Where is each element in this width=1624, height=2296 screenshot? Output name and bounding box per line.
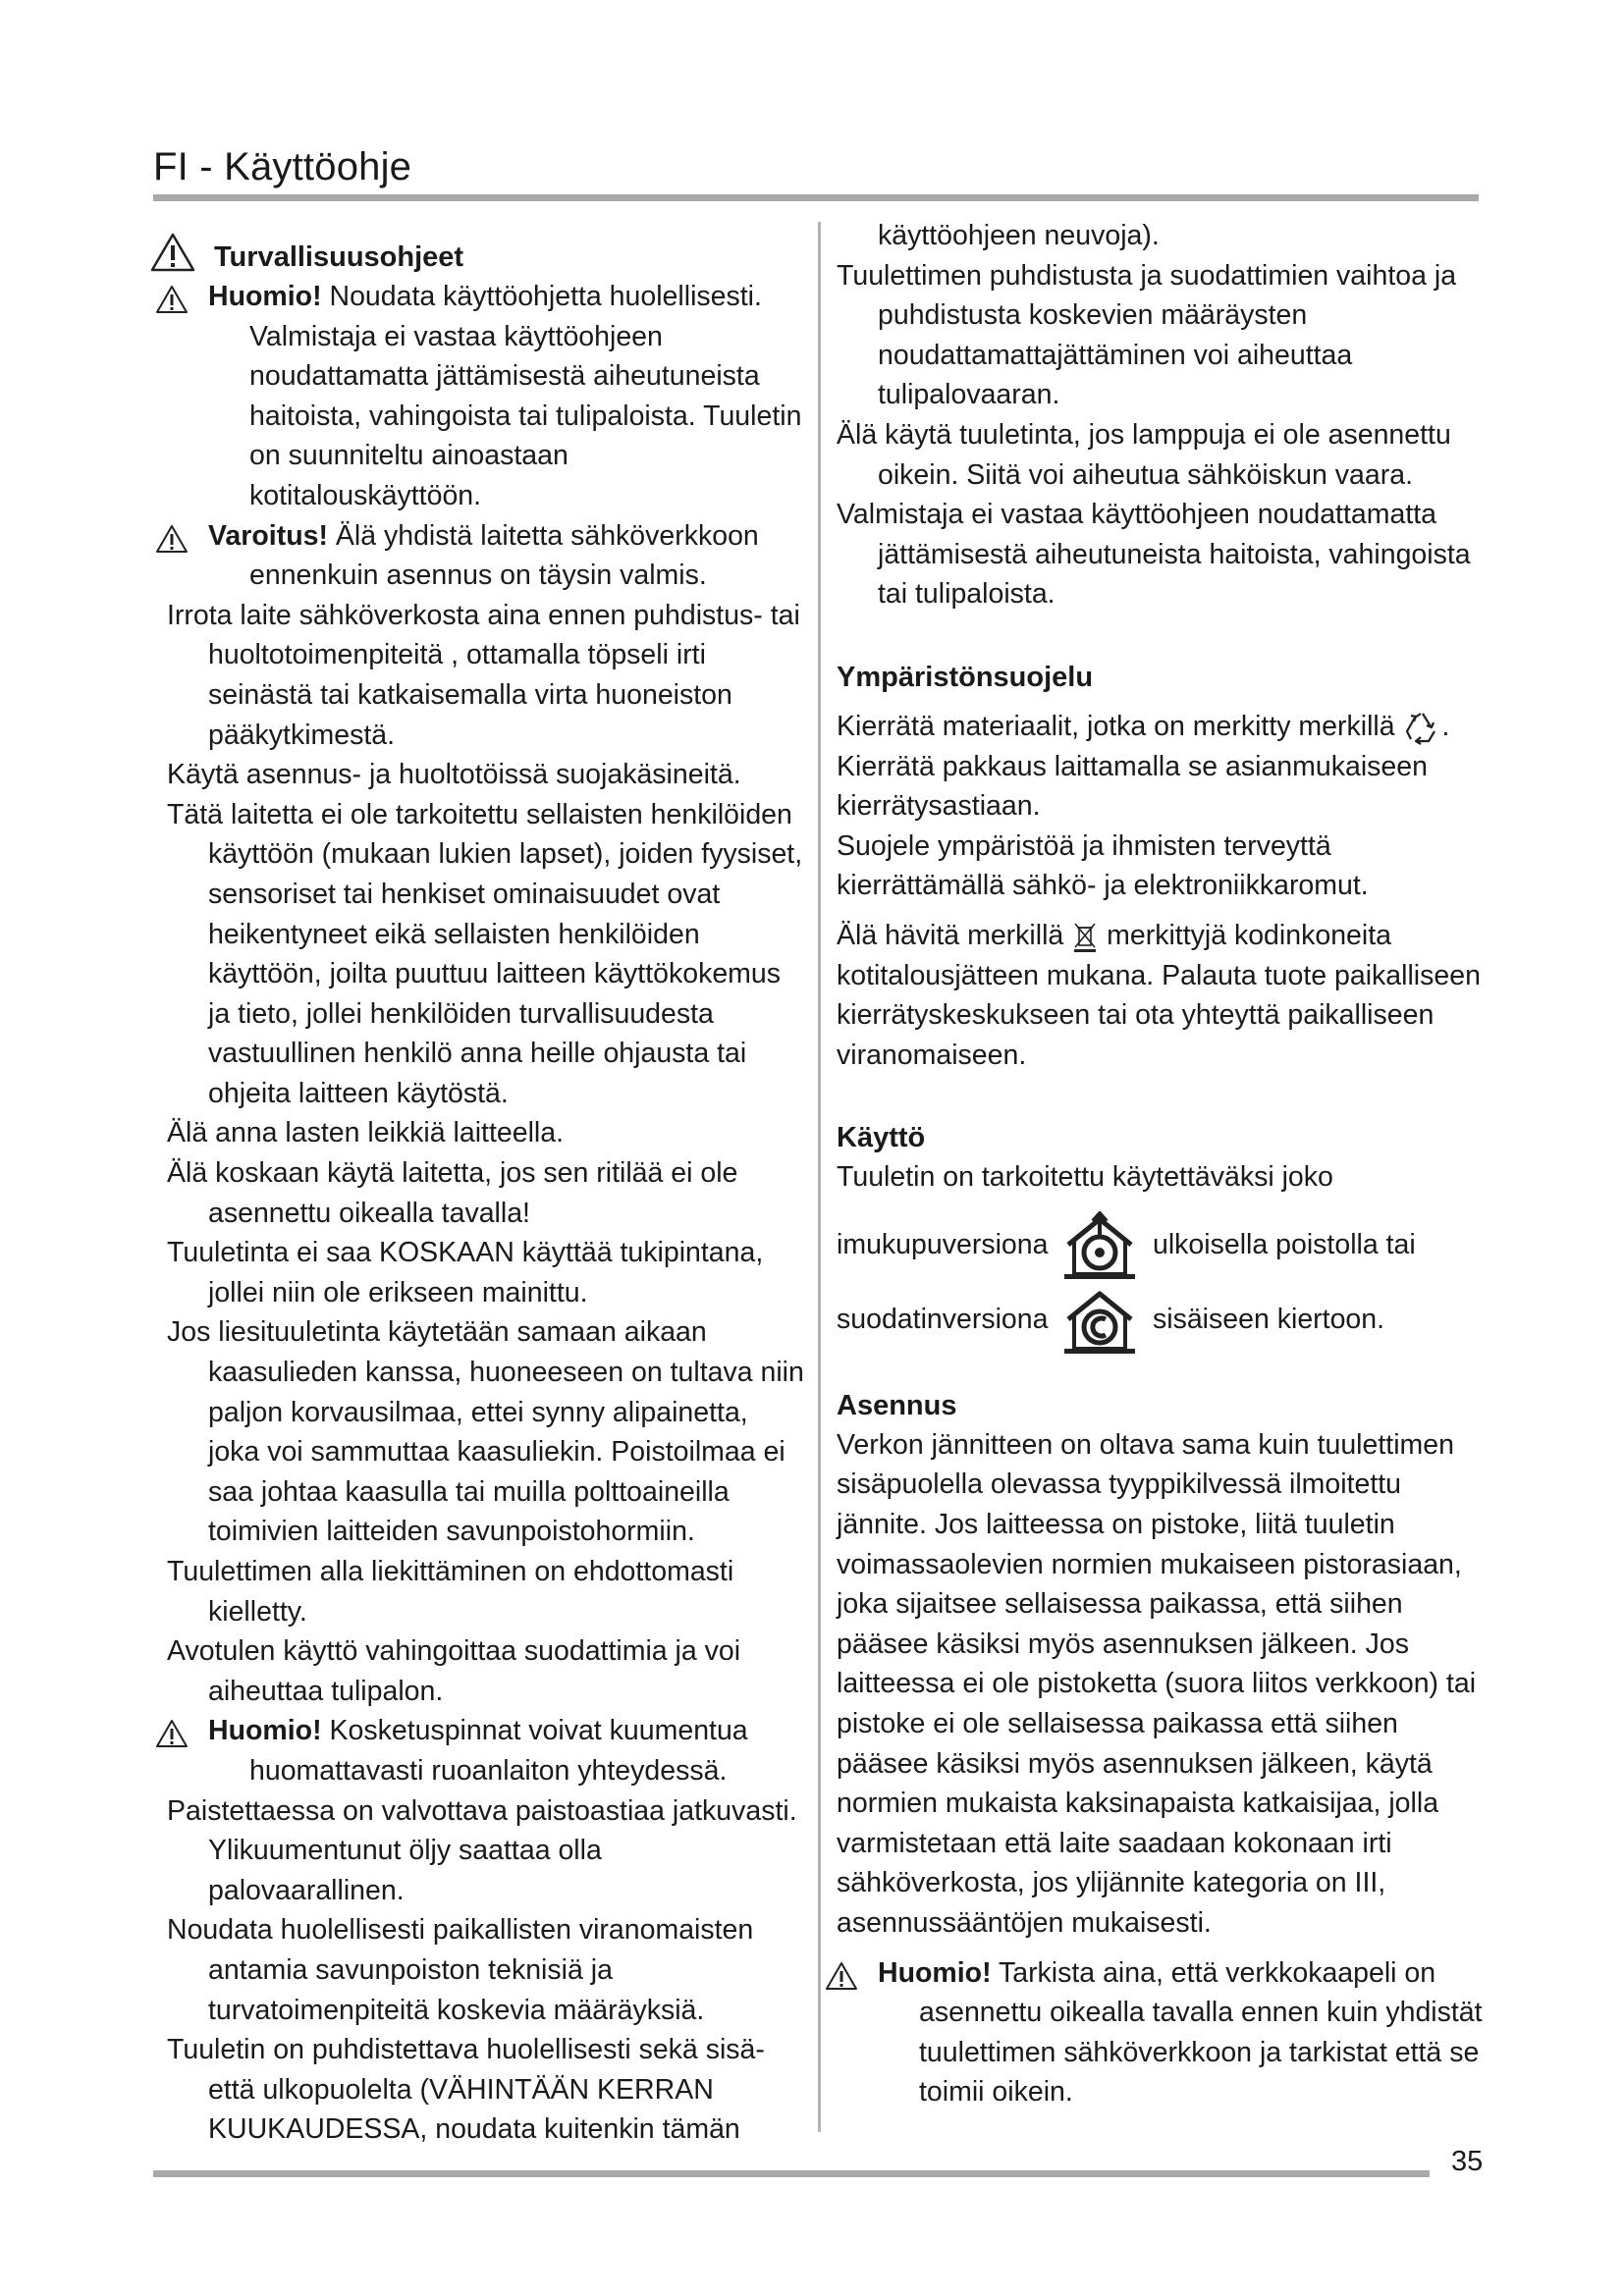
right-column xyxy=(837,216,1485,2112)
safety-heading-row xyxy=(167,238,805,277)
safety-paragraph: Avotulen käyttö vahingoittaa suodattimia ja voi aiheuttaa tulipalon. xyxy=(167,1635,741,1707)
column-divider xyxy=(818,222,821,2132)
warning-note-3 xyxy=(167,1711,805,1790)
footer-rule xyxy=(153,2170,1430,2177)
warning-icon xyxy=(155,524,189,554)
environment-text-4-start: Älä hävitä merkillä xyxy=(837,919,1064,951)
installation-heading: Asennus xyxy=(837,1389,957,1421)
page-title: FI - Käyttöohje xyxy=(153,145,412,188)
warning-text: Kosketuspinnat voivat kuumentua huomattavasti ruoanlaiton yhteydessä. xyxy=(249,1715,748,1787)
warning-icon xyxy=(155,1719,189,1748)
mode-description: ulkoisella poistolla tai xyxy=(1153,1228,1416,1260)
safety-paragraph: Valmistaja ei vastaa käyttöohjeen noudattamatta jättämisestä aiheutuneista haitoista, vahingoista tai tulipaloista. xyxy=(837,499,1471,611)
safety-paragraph: Tuulettimen puhdistusta ja suodattimien vaihtoa ja puhdistusta koskevien määräysten noudattamattajättäminen voi aiheuttaa tulipalovaaran. xyxy=(837,259,1457,411)
usage-mode-recirculation xyxy=(837,1282,1485,1357)
mode-description: sisäiseen kiertoon. xyxy=(1153,1303,1385,1335)
warning-label: Huomio! xyxy=(208,1715,322,1747)
warning-label: Varoitus! xyxy=(208,519,328,552)
left-column xyxy=(167,238,805,2150)
safety-paragraph: Tätä laitetta ei ole tarkoitettu sellaisten henkilöiden käyttöön (mukaan lukien lapset), joiden fyysiset, sensoriset tai henkiset ominaisuudet ovat heikentyneet eikä sellaisten henkilöiden käyttöön, joilta puuttuu laitteen käyttökokemus ja tieto, jollei henkilöiden turvallisuudesta vastuullinen henkilö anna heille ohjausta tai ohjeita laitteen käytöstä. xyxy=(167,798,803,1109)
continued-text: käyttöohjeen neuvoja). xyxy=(878,220,1160,251)
environment-text-4 xyxy=(837,916,1485,1075)
warning-icon xyxy=(825,1961,858,1991)
warning-icon xyxy=(155,285,189,314)
extraction-mode-icon xyxy=(1060,1211,1139,1282)
usage-heading: Käyttö xyxy=(837,1122,926,1154)
safety-paragraph: Käytä asennus- ja huoltotöissä suojakäsineitä. xyxy=(167,759,741,791)
safety-paragraph: Älä koskaan käytä laitetta, jos sen ritilää ei ole asennettu oikealla tavalla! xyxy=(167,1157,738,1229)
environment-text-4-end: merkittyjä kodinkoneita kotitalousjätteen mukana. Palauta tuote paikalliseen kierrätyskeskukseen tai ota yhteyttä paikalliseen viranomaiseen. xyxy=(837,919,1481,1071)
safety-paragraph: Älä anna lasten leikkiä laitteella. xyxy=(167,1117,564,1149)
safety-heading: Turvallisuusohjeet xyxy=(214,241,464,273)
usage-text: Tuuletin on tarkoitettu käytettäväksi joko xyxy=(837,1161,1333,1194)
safety-paragraph: Älä käytä tuuletinta, jos lamppuja ei ole asennettu oikein. Siitä voi aiheutua sähköiskun vaara. xyxy=(837,418,1451,491)
safety-paragraph: Irrota laite sähköverkosta aina ennen puhdistus- tai huoltotoimenpiteitä , ottamalla töpseli irti seinästä tai katkaisemalla virta huoneiston pääkytkimestä. xyxy=(167,599,800,751)
mode-label: suodatinversiona xyxy=(837,1303,1049,1335)
installation-text: Verkon jännitteen on oltava sama kuin tuulettimen sisäpuolella olevassa tyyppikilvessä ilmoitettu jännite. Jos laitteessa on pistoke, liitä tuuletin voimassaolevien normien mukaiseen pistorasiaan, joka sijaitsee sellaisessa paikassa, että siihen pääsee käsiksi myös asennuksen jälkeen. Jos laitteessa ei ole pistoketta (suora liitos verkkoon) tai pistoke ei ole sellaisessa paikassa että siihen pääsee käsiksi myös asennuksen jälkeen, käytä normien mukaista kaksinapaista katkaisijaa, jolla varmistetaan että laite saadaan kokonaan irti sähköverkosta, jos ylijännite kategoria on III, asennussääntöjen mukaisesti. xyxy=(837,1428,1477,1939)
safety-paragraph: Noudata huolellisesti paikallisten viranomaisten antamia savunpoiston teknisiä ja turvatoimenpiteitä koskevia määräyksiä. xyxy=(167,1914,754,2026)
warning-note-1 xyxy=(167,277,805,516)
safety-paragraph: Tuuletinta ei saa KOSKAAN käyttää tukipintana, jollei niin ole erikseen mainittu. xyxy=(167,1237,764,1308)
recycle-icon xyxy=(1403,710,1442,745)
warning-text: Älä yhdistä laitetta sähköverkkoon ennenkuin asennus on täysin valmis. xyxy=(249,519,759,592)
warning-note-2 xyxy=(167,516,805,596)
warning-icon xyxy=(149,232,196,273)
usage-mode-extraction xyxy=(837,1207,1485,1282)
crossed-bin-icon xyxy=(1071,920,1099,953)
environment-text-3: Suojele ympäristöä ja ihmisten terveyttä kierrättämällä sähkö- ja elektroniikkaromut. xyxy=(837,829,1369,902)
environment-text-1 xyxy=(837,707,1485,747)
environment-text-1-end: . xyxy=(1441,710,1450,742)
recirculation-mode-icon xyxy=(1060,1286,1139,1357)
safety-paragraph: Paistettaessa on valvottava paistoastiaa jatkuvasti. Ylikuumentunut öljy saattaa olla palovaarallinen. xyxy=(167,1794,797,1906)
environment-heading: Ympäristönsuojelu xyxy=(837,661,1094,693)
environment-text-2: Kierrätä pakkaus laittamalla se asianmukaiseen kierrätysastiaan. xyxy=(837,750,1428,823)
page-number: 35 xyxy=(1451,2146,1484,2177)
warning-label: Huomio! xyxy=(208,281,322,312)
safety-paragraph: Tuuletin on puhdistettava huolellisesti sekä sisä- että ulkopuolelta (VÄHINTÄÄN KERRAN KUUKAUDESSA, noudata kuitenkin tämän xyxy=(167,2034,765,2146)
warning-text: Noudata käyttöohjetta huolellisesti. Valmistaja ei vastaa käyttöohjeen noudattamatta jättämisestä aiheutuneista haitoista, vahingoista tai tulipaloista. Tuuletin on suunniteltu ainoastaan kotitalouskäyttöön. xyxy=(249,281,802,511)
installation-warning xyxy=(837,1953,1485,2112)
warning-text: Tarkista aina, että verkkokaapeli on asennettu oikealla tavalla ennen kuin yhdistät tuulettimen sähköverkkoon ja tarkistat että se toimii oikein. xyxy=(919,1956,1483,2109)
warning-label: Huomio! xyxy=(878,1956,992,1989)
header-rule xyxy=(153,194,1479,201)
safety-paragraph: Jos liesituuletinta käytetään samaan aikaan kaasulieden kanssa, huoneeseen on tultava niin paljon korvausilmaa, ettei synny alipainetta, joka voi sammuttaa kaasuliekin. Poistoilmaa ei saa johtaa kaasulla tai muilla polttoaineilla toimivien laitteiden savunpoistohormiin. xyxy=(167,1316,804,1548)
mode-label: imukupuversiona xyxy=(837,1228,1049,1260)
safety-paragraph: Tuulettimen alla liekittäminen on ehdottomasti kielletty. xyxy=(167,1556,734,1628)
environment-text-1-body: Kierrätä materiaalit, jotka on merkitty merkillä xyxy=(837,710,1395,742)
